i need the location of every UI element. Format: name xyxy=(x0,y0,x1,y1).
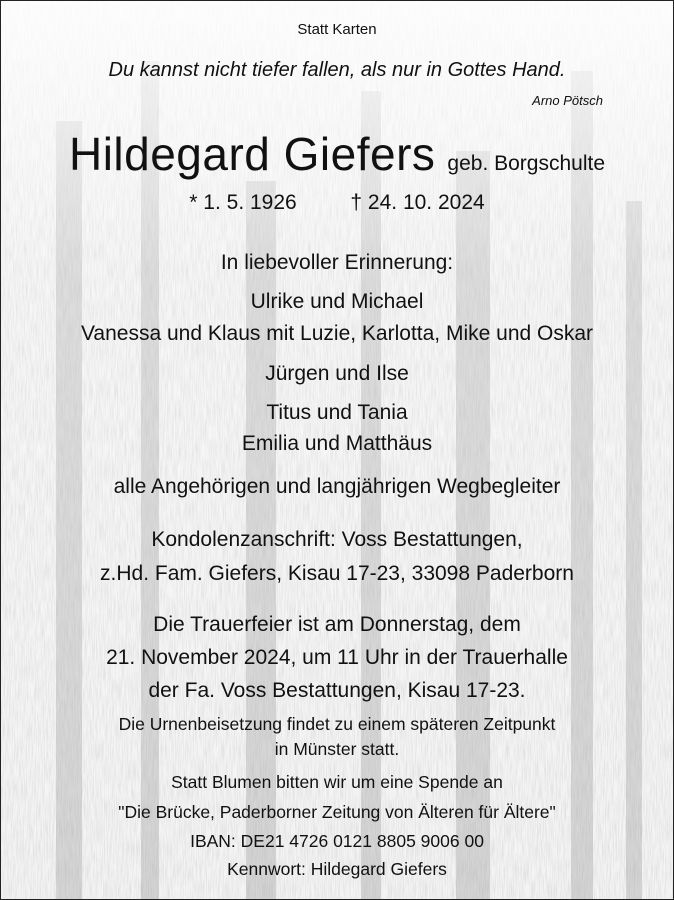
mourner-line: Ulrike und Michael xyxy=(250,290,424,313)
birth-date: * 1. 5. 1926 xyxy=(189,191,297,214)
ceremony-line: 21. November 2024, um 11 Uhr in der Trauerhalle xyxy=(106,646,568,669)
quote-text: Du kannst nicht tiefer fallen, als nur in Gottes Hand. xyxy=(108,59,566,81)
urn-line: Die Urnenbeisetzung findet zu einem späteren Zeitpunkt xyxy=(118,714,556,734)
deceased-name: Hildegard Giefers xyxy=(68,128,436,180)
mourner-line: Titus und Tania xyxy=(266,401,408,424)
donation-keyword: Kennwort: Hildegard Giefers xyxy=(227,859,447,879)
ceremony-line: Die Trauerfeier ist am Donnerstag, dem xyxy=(153,613,521,636)
quote-author: Arno Pötsch xyxy=(532,93,603,108)
dates-row xyxy=(1,191,673,215)
donation-line: Statt Blumen bitten wir um eine Spende an xyxy=(171,772,503,792)
name-row xyxy=(1,127,673,181)
maiden-name: geb. Borgschulte xyxy=(447,152,606,175)
mourner-line: Jürgen und Ilse xyxy=(265,362,409,385)
condolence-line: Kondolenzanschrift: Voss Bestattungen, xyxy=(151,528,523,551)
donation-line: "Die Brücke, Paderborner Zeitung von Älteren für Ältere" xyxy=(118,802,556,822)
mourner-line: alle Angehörigen und langjährigen Wegbegleiter xyxy=(113,475,561,498)
urn-line: in Münster statt. xyxy=(274,739,400,759)
header-text: Statt Karten xyxy=(297,21,377,38)
mourner-line: Vanessa und Klaus mit Luzie, Karlotta, Mike und Oskar xyxy=(80,322,594,345)
mourners-intro: In liebevoller Erinnerung: xyxy=(220,251,454,274)
ceremony-line: der Fa. Voss Bestattungen, Kisau 17-23. xyxy=(148,679,526,702)
donation-iban: IBAN: DE21 4726 0121 8805 9006 00 xyxy=(190,831,484,851)
condolence-line: z.Hd. Fam. Giefers, Kisau 17-23, 33098 Paderborn xyxy=(100,562,574,585)
mourner-line: Emilia und Matthäus xyxy=(241,432,433,455)
death-date: † 24. 10. 2024 xyxy=(350,191,485,214)
